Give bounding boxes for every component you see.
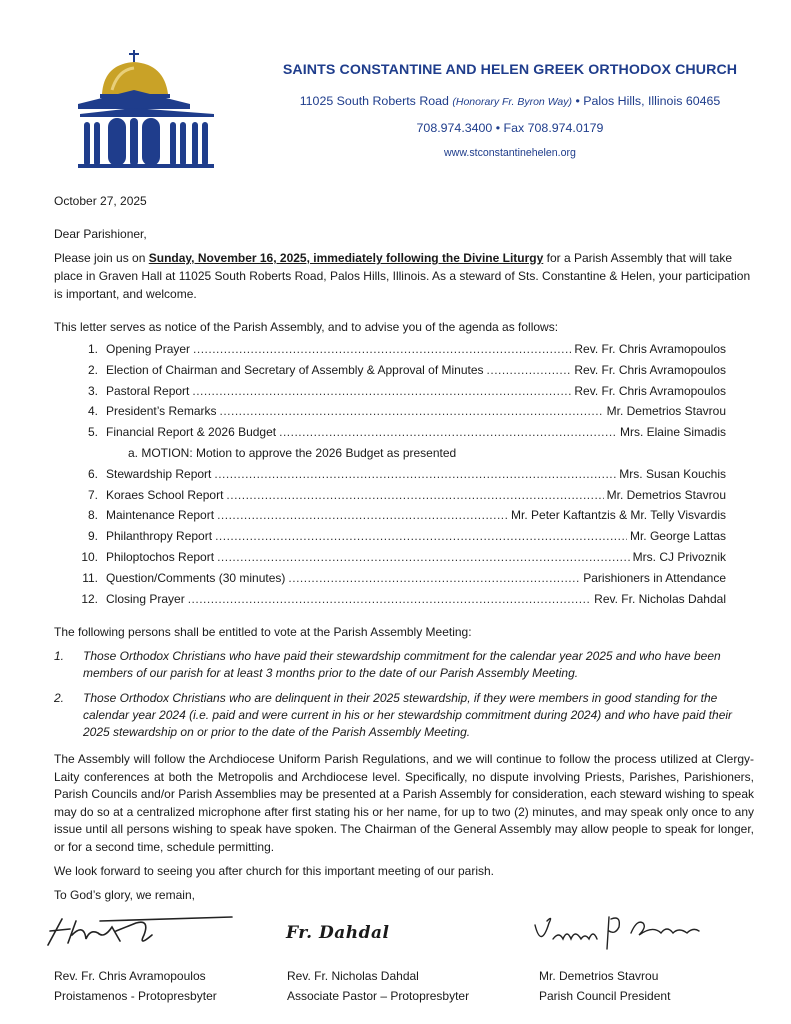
agenda-label: Pastoral Report [106,383,190,398]
leader-dots [279,425,617,439]
church-logo [78,50,216,168]
church-address [230,94,790,108]
letter-date: October 27, 2025 [54,194,147,208]
signer-dahdal [287,966,469,1006]
leader-dots [288,571,580,585]
agenda-item [54,384,726,405]
agenda-presenter: Mr. Demetrios Stavrou [606,487,726,502]
agenda-label: Philanthropy Report [106,529,213,544]
voter-num: 1. [54,649,65,663]
agenda-presenter: Mr. George Lattas [629,529,726,544]
agenda-presenter: Rev. Fr. Chris Avramopoulos [574,342,726,356]
address-street: 11025 South Roberts Road [299,94,449,108]
agenda-num: 10. [81,549,98,564]
agenda-presenter: Mr. Demetrios Stavrou [606,404,726,419]
church-phone-fax: 708.974.3400 • Fax 708.974.0179 [416,121,604,135]
signer-name: Rev. Fr. Chris Avramopoulos [54,969,206,983]
signer-stavrou [539,966,670,1006]
regulations-paragraph: The Assembly will follow the Archdiocese Uniform Parish Regulations, and we will continue to follow the process utilized at Clergy-Laity conferences at both the Metropolis and Archdiocese level. Specifically, no dispute involving Priests, Parishes, Parishioners, Parish Councils and/or Parish Assemblies may be presented at a Parish Assembly for consideration, each steward wishing to speak may do so at a centralized microphone after first stating his or her name, for up to two (2) minutes, and may speak only once to any issue until all persons wishing to speak have spoken. The Chairman of the General Assembly may allow people to speak for longer, or for a second time, schedule permitting. [54,752,754,854]
agenda-item [54,467,726,488]
agenda-list [54,342,726,612]
church-website[interactable]: www.stconstantinehelen.org [444,147,576,159]
agenda-item [54,363,726,384]
agenda-label: Opening Prayer [106,342,191,356]
agenda-item [54,508,726,529]
leader-dots [192,384,571,398]
signer-name: Rev. Fr. Nicholas Dahdal [287,969,419,983]
signer-title: Parish Council President [539,989,671,1003]
agenda-label: Election of Chairman and Secretary of Assembly & Approval of Minutes [106,362,484,377]
agenda-label: Stewardship Report [106,466,212,481]
voter-text: Those Orthodox Christians who are delinquent in their 2025 stewardship, if they were members in good standing for the calendar year 2024 (i.e. paid and were current in his or her stewardship commitment during 2024) and who have paid their 2025 stewardship on or prior to the date of the Parish Assembly Meeting. [83,691,733,739]
agenda-subitem-motion [54,446,726,467]
signer-title: Associate Pastor – Protopresbyter [287,989,470,1003]
agenda-num: 9. [87,529,98,544]
agenda-item [54,550,726,571]
agenda-presenter: Rev. Fr. Chris Avramopoulos [574,362,726,377]
signer-name: Mr. Demetrios Stavrou [539,969,659,983]
intro-paragraph [54,249,754,304]
notice-paragraph: This letter serves as notice of the Parish Assembly, and to advise you of the agenda as follows: [54,320,559,334]
voter-num: 2. [54,691,65,705]
voter-criterion [54,690,744,740]
agenda-label: President’s Remarks [106,404,217,419]
intro-emphasis: Sunday, November 16, 2025, immediately following the Divine Liturgy [148,251,544,265]
agenda-item [54,342,726,363]
agenda-num: 12. [81,591,98,606]
leader-dots [217,508,508,522]
agenda-presenter: Rev. Fr. Chris Avramopoulos [574,383,726,398]
leader-dots [214,467,616,481]
agenda-item [54,425,726,446]
agenda-presenter: Mrs. CJ Privoznik [632,549,726,564]
agenda-presenter: Mrs. Elaine Simadis [619,425,726,440]
agenda-num: 8. [87,508,98,523]
agenda-label: Question/Comments (30 minutes) [106,570,286,585]
signature-dahdal [286,905,436,955]
leader-dots [193,342,571,356]
leader-dots [215,529,627,543]
leader-dots [188,592,591,606]
agenda-item [54,571,726,592]
voter-criterion [54,648,744,682]
signature-stavrou [527,905,707,955]
valediction: To God’s glory, we remain, [54,888,195,902]
agenda-num: 3. [87,383,98,398]
agenda-label: Maintenance Report [106,508,215,523]
leader-dots [226,488,603,502]
agenda-num: 6. [87,466,98,481]
agenda-presenter: Mrs. Susan Kouchis [619,466,726,481]
intro-before: Please join us on [54,251,149,265]
voter-text: Those Orthodox Christians who have paid their stewardship commitment for the calendar year 2025 and who have been members of our parish for at least 3 months prior to the date of our Parish Assembly Meeting. [83,649,721,680]
agenda-label: Closing Prayer [106,591,185,606]
intro-after: for a Parish Assembly that will take place in Graven Hall at 11025 South Roberts Road, Palos Hills, Illinois. As a steward of Sts. Constantine & Helen, your participation is important, and welcome. [54,251,751,302]
agenda-num: 2. [87,362,98,377]
agenda-label: Philoptochos Report [106,549,215,564]
agenda-presenter: Mr. Peter Kaftantzis & Mr. Telly Visvardis [511,508,726,523]
agenda-num: 5. [87,425,98,440]
leader-dots [487,363,572,377]
agenda-num: 1. [87,342,98,356]
agenda-item [54,404,726,425]
agenda-presenter: Parishioners in Attendance [583,570,726,585]
leader-dots [217,550,630,564]
signature-dahdal-text: Fr. Dahdal [286,923,390,943]
leader-dots [219,404,603,418]
signer-title: Proistamenos - Protopresbyter [54,989,217,1003]
motion-text: a. MOTION: Motion to approve the 2026 Budget as presented [128,445,457,460]
agenda-num: 4. [87,404,98,419]
address-city: • Palos Hills, Illinois 60465 [575,94,721,108]
agenda-num: 11. [82,570,98,585]
agenda-presenter: Rev. Fr. Nicholas Dahdal [594,591,726,606]
signer-avramopoulos [54,966,217,1006]
agenda-item [54,488,726,509]
agenda-num: 7. [87,487,98,502]
agenda-item [54,529,726,550]
signature-avramopoulos [40,905,240,955]
address-honorary: (Honorary Fr. Byron Way) [452,96,572,108]
church-name: SAINTS CONSTANTINE AND HELEN GREEK ORTHODOX CHURCH [282,62,738,78]
agenda-item [54,592,726,613]
voters-intro: The following persons shall be entitled to vote at the Parish Assembly Meeting: [54,625,472,639]
agenda-label: Koraes School Report [106,487,224,502]
closing-paragraph: We look forward to seeing you after church for this important meeting of our parish. [54,864,494,878]
letter-greeting: Dear Parishioner, [54,227,147,241]
agenda-label: Financial Report & 2026 Budget [106,425,277,440]
